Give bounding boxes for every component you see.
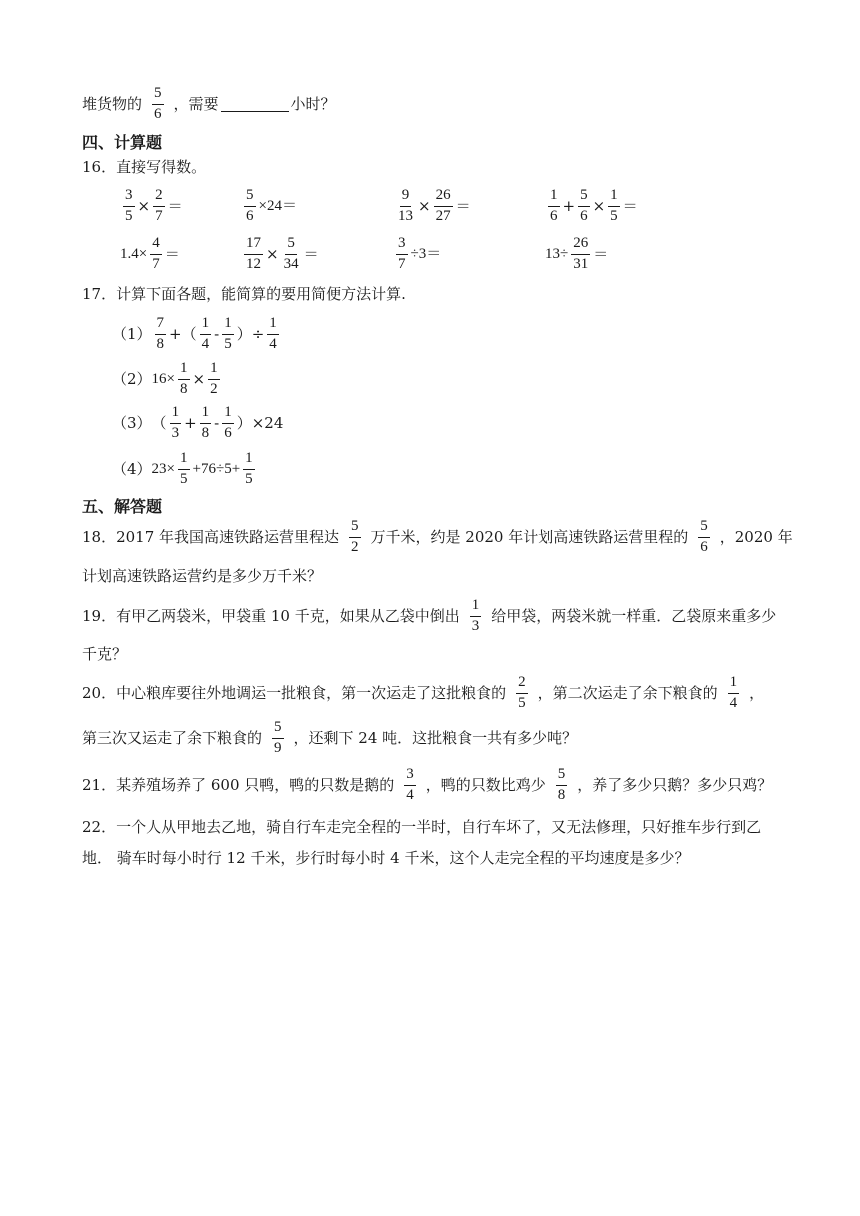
q17-part-2: （2） 16× $\frac{1}{8}$ × $\frac{1}{2}$ <box>112 360 218 397</box>
q16-item-5: 1.4× $\frac{4}{7}$ ＝ <box>120 235 180 272</box>
q22-line-2: 地． 骑车时每小时行 12 千米，步行时每小时 4 千米，这个人走完全程的平均速度是多少？ <box>82 849 690 867</box>
q18-line-2: 计划高速铁路运营约是多少万千米？ <box>82 567 323 585</box>
q16-item-4: $\frac{1}{6}$ + $\frac{5}{6}$ × $\frac{1}{5}$ ＝ <box>550 187 638 224</box>
q16-item-8: 13÷ $\frac{26}{31}$ ＝ <box>545 235 609 272</box>
q17-title: 17．计算下面各题，能简算的要用简便方法计算. <box>82 285 406 303</box>
q19-line-1: 19．有甲乙两袋米，甲袋重 10 千克，如果从乙袋中倒出 $\frac{1}{3}$ 给甲袋，两袋米就一样重．乙袋原来重多少 <box>82 597 777 634</box>
q17-part-3: （3） （ $\frac{1}{3}$ + $\frac{1}{8}$ - $\frac{1}{6}$ ）×24 <box>112 404 284 441</box>
q20-line-1: 20．中心粮库要往外地调运一批粮食，第一次运走了这批粮食的 $\frac{2}{5}$ ，第二次运走了余下粮食的 $\frac{1}{4}$ ， <box>82 674 765 711</box>
q16-item-1: $\frac{3}{5}$ × $\frac{2}{7}$ ＝ <box>125 187 183 224</box>
q19-line-2: 千克？ <box>82 645 128 663</box>
q16-item-6: $\frac{17}{12}$ × $\frac{5}{34}$ ＝ <box>246 235 319 272</box>
q22-line-1: 22．一个人从甲地去乙地，骑自行车走完全程的一半时，自行车坏了，又无法修理，只好推车步行到乙 <box>82 818 762 836</box>
fraction: $\frac{5}{6}$ <box>154 85 162 122</box>
section-heading-5: 五、解答题 <box>82 497 163 516</box>
q17-part-4: （4） 23× $\frac{1}{5}$ +76÷5+ $\frac{1}{5}$ <box>112 450 253 487</box>
q21-line: 21．某养殖场养了 600 只鸭，鸭的只数是鹅的 $\frac{3}{4}$ ，鸭的只数比鸡少 $\frac{5}{8}$ ，养了多少只鹅？多少只鸡？ <box>82 766 773 803</box>
q16-item-2: $\frac{5}{6}$ ×24＝ <box>246 187 297 224</box>
q16-item-3: $\frac{9}{13}$ × $\frac{26}{27}$ ＝ <box>398 187 471 224</box>
q20-line-2: 第三次又运走了余下粮食的 $\frac{5}{9}$ ，还剩下 24 吨．这批粮食一共有多少吨？ <box>82 719 578 756</box>
q18-line-1: 18．2017 年我国高速铁路运营里程达 $\frac{5}{2}$ 万千米，约是 2020 年计划高速铁路运营里程的 $\frac{5}{6}$ ，2020 年 <box>82 518 793 555</box>
section-heading-4: 四、计算题 <box>82 133 163 152</box>
q17-part-1: （1） $\frac{7}{8}$ +（ $\frac{1}{4}$ - $\frac{1}{5}$ ）÷ $\frac{1}{4}$ <box>112 315 277 352</box>
q15-tail: 堆货物的 $\frac{5}{6}$ ，需要 小时？ <box>82 85 336 122</box>
q16-title: 16．直接写得数。 <box>82 158 207 176</box>
q16-item-7: $\frac{3}{7}$ ÷3＝ <box>398 235 442 272</box>
answer-blank[interactable] <box>221 97 289 112</box>
